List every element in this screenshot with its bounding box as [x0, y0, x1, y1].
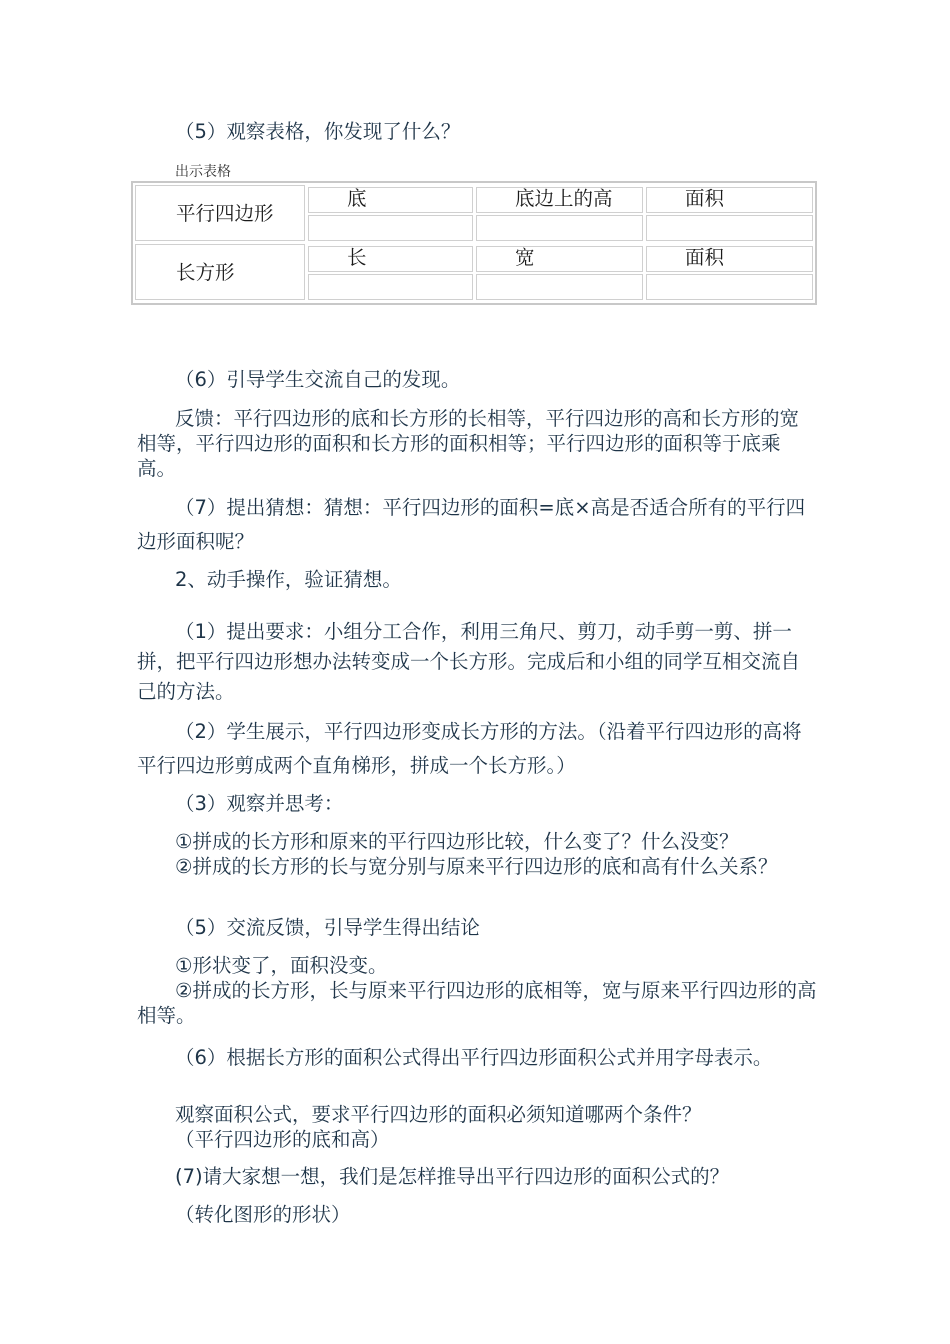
paragraph: （5）交流反馈，引导学生得出结论 [175, 916, 480, 939]
paragraph: （转化图形的形状） [175, 1203, 351, 1226]
paragraph: （2）学生展示，平行四边形变成长方形的方法。（沿着平行四边形的高将平行四边形剪成两个直角梯形，拼成一个长方形。） [137, 720, 802, 777]
paragraph: （3）观察并思考： [175, 792, 344, 815]
paragraph: （7）提出猜想：猜想：平行四边形的面积=底×高是否适合所有的平行四边形面积呢？ [137, 496, 806, 553]
paragraph: （6）根据长方形的面积公式得出平行四边形面积公式并用字母表示。 [175, 1046, 773, 1069]
header-cell: 面积 [646, 187, 813, 213]
header-cell: 长 [308, 246, 473, 272]
table-caption: 出示表格 [175, 164, 231, 180]
paragraph: ②拼成的长方形，长与原来平行四边形的底相等，宽与原来平行四边形的高相等。 [137, 979, 817, 1027]
empty-cell [646, 274, 813, 300]
paragraph: （平行四边形的底和高） [175, 1128, 390, 1151]
header-cell: 面积 [646, 246, 813, 272]
paragraph: ①形状变了，面积没变。 [175, 954, 388, 977]
paragraph: ①拼成的长方形和原来的平行四边形比较，什么变了？什么没变？ [175, 830, 739, 853]
empty-cell [646, 215, 813, 241]
paragraph: （6）引导学生交流自己的发现。 [175, 368, 461, 391]
comparison-table [131, 181, 817, 305]
table-row-parallelogram [133, 185, 815, 243]
header-cell: 底 [308, 187, 473, 213]
table-row-rectangle [133, 244, 815, 302]
header-cell: 宽 [476, 246, 643, 272]
empty-cell [476, 215, 643, 241]
paragraph: 反馈：平行四边形的底和长方形的长相等，平行四边形的高和长方形的宽相等，平行四边形的面积和长方形的面积相等；平行四边形的面积等于底乘高。 [137, 407, 800, 480]
paragraph: (7)请大家想一想，我们是怎样推导出平行四边形的面积公式的？ [175, 1165, 730, 1188]
empty-cell [476, 274, 643, 300]
empty-cell [308, 215, 473, 241]
section-heading: 2、动手操作，验证猜想。 [175, 568, 402, 591]
row-header: 长方形 [135, 244, 305, 300]
paragraph: （1）提出要求：小组分工合作，利用三角尺、剪刀，动手剪一剪、拼一拼，把平行四边形想办法转变成一个长方形。完成后和小组的同学互相交流自己的方法。 [137, 620, 801, 703]
header-cell: 底边上的高 [476, 187, 643, 213]
empty-cell [308, 274, 473, 300]
row-header: 平行四边形 [135, 185, 305, 241]
paragraph: 观察面积公式，要求平行四边形的面积必须知道哪两个条件？ [175, 1103, 702, 1126]
observe-table-question: （5）观察表格，你发现了什么？ [175, 120, 461, 143]
paragraph: ②拼成的长方形的长与宽分别与原来平行四边形的底和高有什么关系？ [175, 855, 778, 878]
